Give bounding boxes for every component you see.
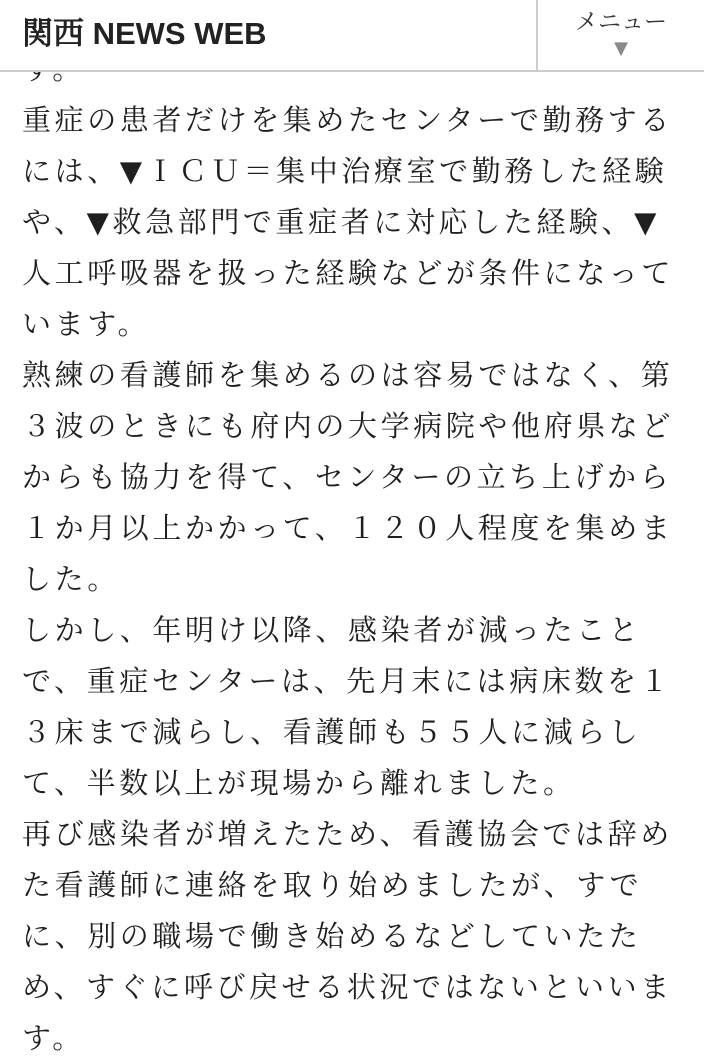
article-line: や、▼救急部門で重症者に対応した経験、▼: [22, 205, 661, 239]
article-line: す。: [22, 1021, 85, 1055]
paragraph-2: [22, 350, 702, 605]
site-header: [0, 0, 704, 72]
article-line: ３波のときにも府内の大学病院や他府県など: [22, 409, 675, 443]
article-line: には、▼ＩＣＵ＝集中治療室で勤務した経験: [22, 154, 668, 188]
article-line: います。: [22, 307, 151, 341]
article-body: [22, 44, 702, 1064]
article-line: た看護師に連絡を取り始めましたが、すで: [22, 868, 643, 902]
menu-label: メニュー: [575, 9, 667, 35]
article-line: め、すぐに呼び戻せる状況ではないといいま: [22, 970, 673, 1004]
paragraph-3: [22, 605, 702, 809]
site-title[interactable]: 関西 NEWS WEB: [22, 16, 267, 51]
triangle-down-icon: ▼: [614, 38, 628, 59]
article-line: ３床まで減らし、看護師も５５人に減らし: [22, 715, 642, 749]
article-line: 人工呼吸器を扱った経験などが条件になって: [22, 256, 675, 290]
article-line: で、重症センターは、先月末には病床数を１: [22, 664, 673, 698]
article-line: からも協力を得て、センターの立ち上げから: [22, 460, 673, 494]
paragraph-1: [22, 95, 702, 350]
article-line: 重症の患者だけを集めたセンターで勤務する: [22, 103, 673, 137]
article-line: しかし、年明け以降、感染者が減ったこと: [22, 613, 642, 647]
article-line: 再び感染者が増えたため、看護協会では辞め: [22, 817, 673, 851]
article-line: １か月以上かかって、１２０人程度を集めま: [22, 511, 674, 545]
article-line: した。: [22, 562, 120, 596]
article-line: 熟練の看護師を集めるのは容易ではなく、第: [22, 358, 674, 392]
article-line: に、別の職場で働き始めるなどしていたた: [22, 919, 642, 953]
paragraph-4: [22, 809, 702, 1064]
article-line: て、半数以上が現場から離れました。: [22, 766, 576, 800]
menu-button[interactable]: [538, 0, 704, 70]
